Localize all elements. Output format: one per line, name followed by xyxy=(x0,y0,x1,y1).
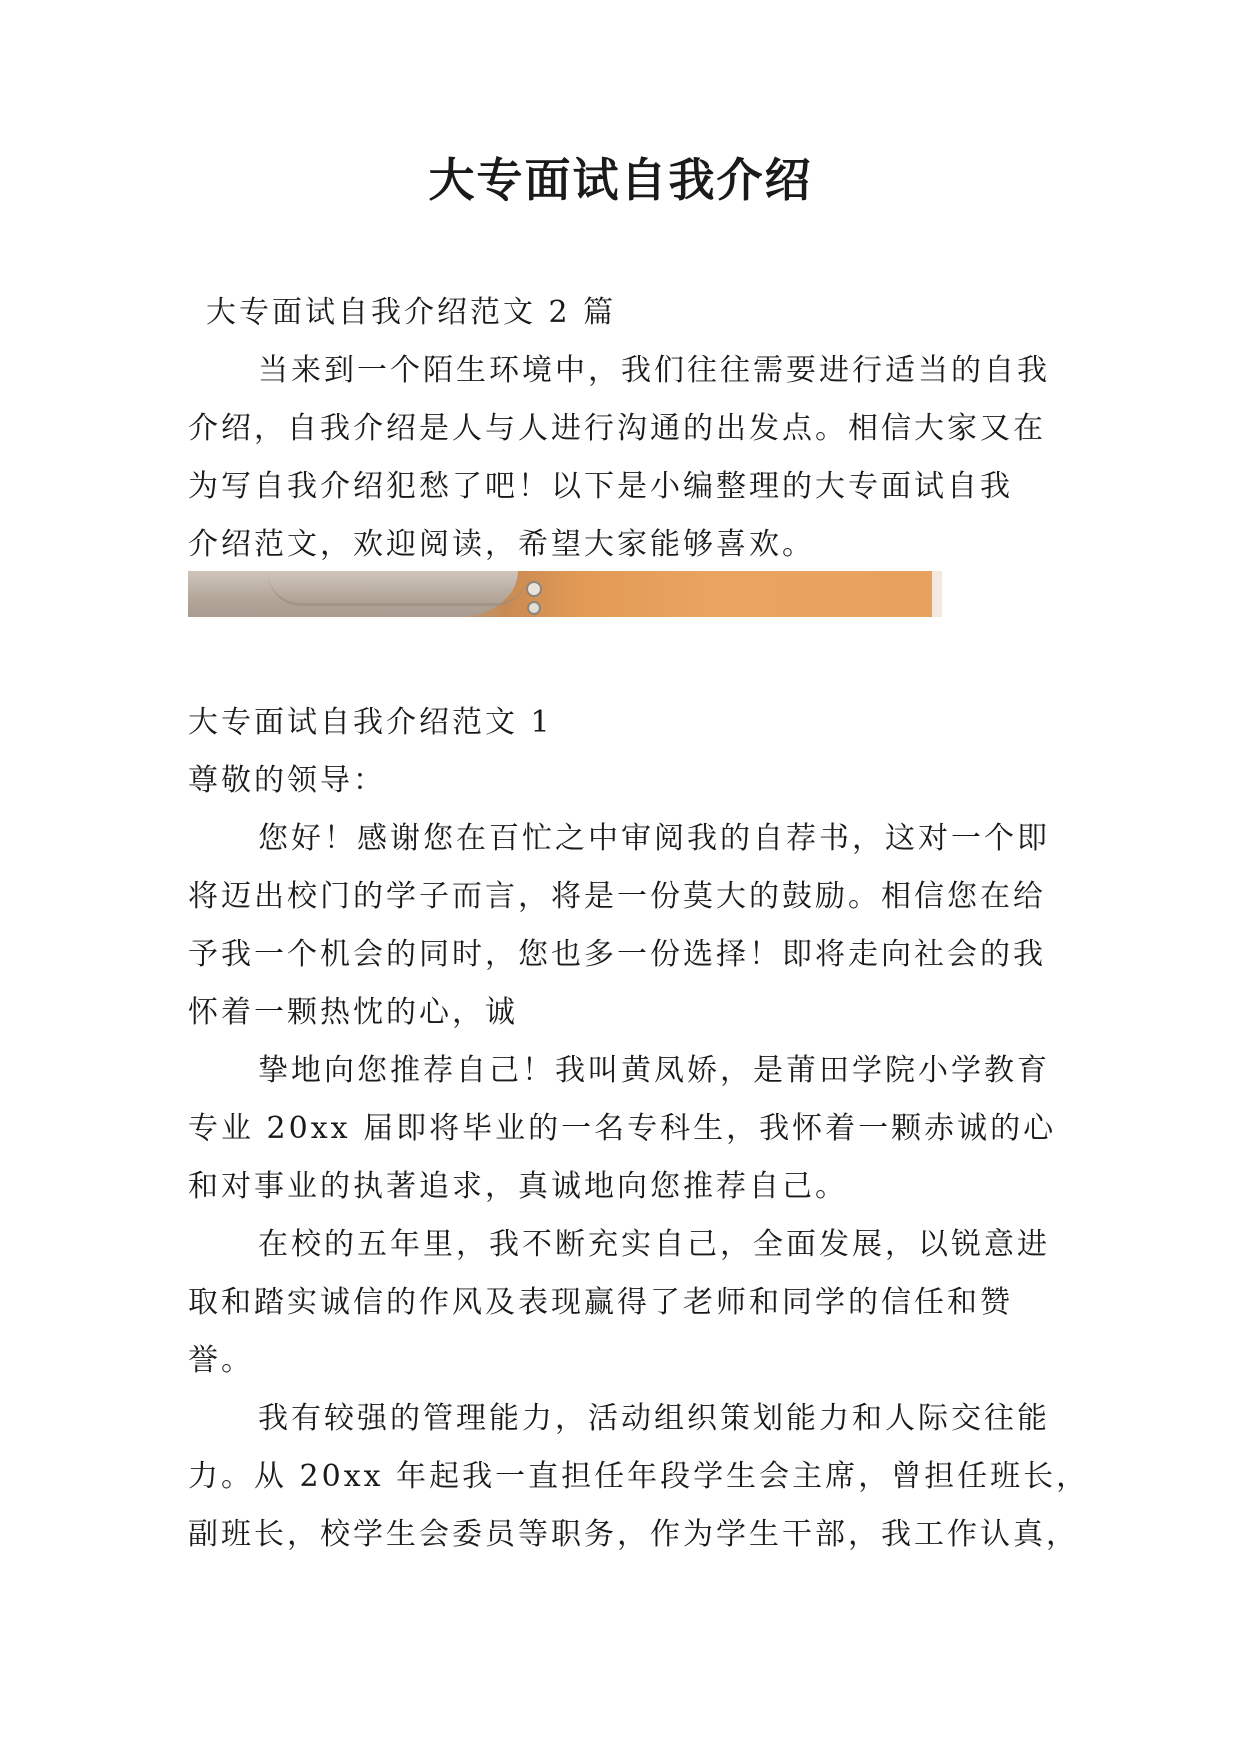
body-line: 取和踏实诚信的作风及表现赢得了老师和同学的信任和赞 xyxy=(188,1285,1013,1320)
body-line: 在校的五年里，我不断充实自己，全面发展，以锐意进 xyxy=(258,1227,1050,1262)
photo-collar-shape xyxy=(268,573,528,606)
body-line: 将迈出校门的学子而言，将是一份莫大的鼓励。相信您在给 xyxy=(188,879,1046,914)
intro-line: 介绍，自我介绍是人与人进行沟通的出发点。相信大家又在 xyxy=(188,411,1046,446)
cropped-photo xyxy=(188,571,942,617)
body-line: 怀着一颗热忱的心，诚 xyxy=(188,995,518,1030)
body-line: 我有较强的管理能力，活动组织策划能力和人际交往能 xyxy=(258,1401,1050,1436)
photo-button-shape xyxy=(526,581,542,597)
body-line: 副班长，校学生会委员等职务，作为学生干部，我工作认真， xyxy=(188,1517,1079,1552)
body-line: 力。从 20xx 年起我一直担任年段学生会主席，曾担任班长， xyxy=(188,1459,1090,1494)
intro-line: 为写自我介绍犯愁了吧！以下是小编整理的大专面试自我 xyxy=(188,469,1013,504)
body-line: 誉。 xyxy=(188,1343,254,1378)
body-line: 予我一个机会的同时，您也多一份选择！即将走向社会的我 xyxy=(188,937,1046,972)
body-line: 挚地向您推荐自己！我叫黄凤娇，是莆田学院小学教育 xyxy=(258,1053,1050,1088)
photo-button-shape xyxy=(527,601,541,615)
body-line: 和对事业的执著追求，真诚地向您推荐自己。 xyxy=(188,1169,848,1204)
document-title: 大专面试自我介绍 xyxy=(428,153,813,207)
body-line: 您好！感谢您在百忙之中审阅我的自荐书，这对一个即 xyxy=(258,821,1050,856)
intro-line: 当来到一个陌生环境中，我们往往需要进行适当的自我 xyxy=(258,353,1050,388)
photo-edge xyxy=(932,571,942,617)
intro-line: 介绍范文，欢迎阅读，希望大家能够喜欢。 xyxy=(188,527,815,562)
salutation: 尊敬的领导： xyxy=(188,763,386,798)
body-line: 专业 20xx 届即将毕业的一名专科生，我怀着一颗赤诚的心 xyxy=(188,1111,1057,1146)
section-heading: 大专面试自我介绍范文 1 xyxy=(188,705,553,740)
document-subtitle: 大专面试自我介绍范文 2 篇 xyxy=(206,295,617,330)
